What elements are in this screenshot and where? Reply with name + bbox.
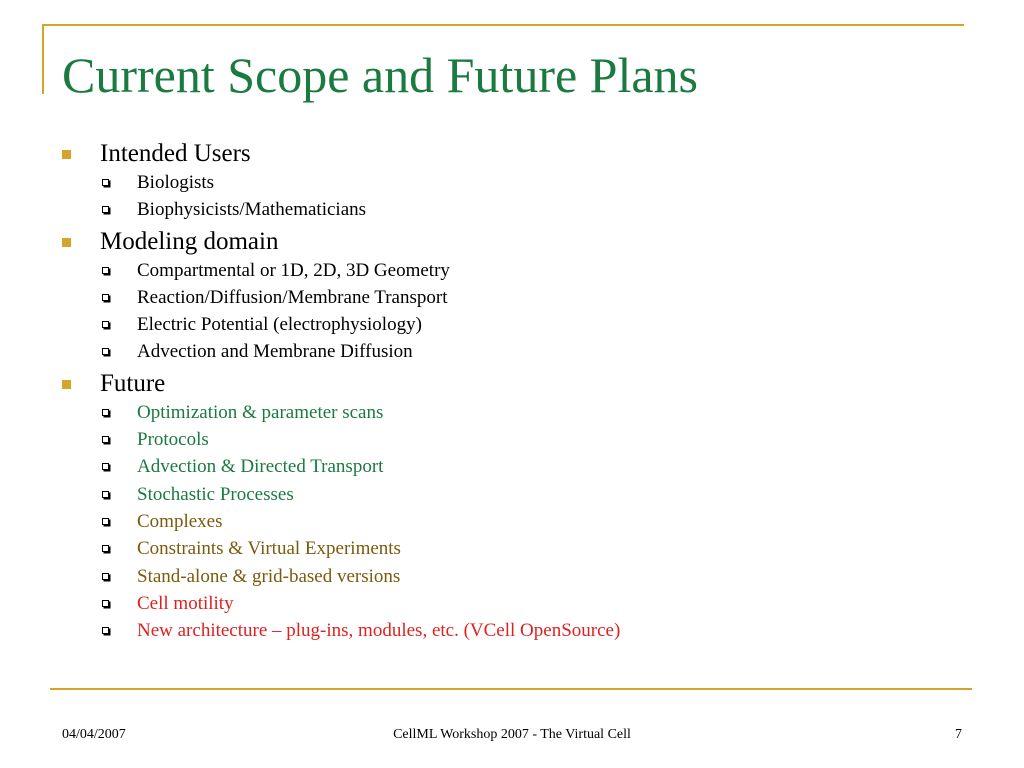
section-label: Future bbox=[100, 369, 166, 397]
list-item bbox=[62, 453, 962, 480]
hollow-square-bullet-icon bbox=[102, 348, 109, 355]
page-number: 7 bbox=[955, 727, 962, 742]
section-label: Modeling domain bbox=[100, 227, 279, 255]
section-future bbox=[62, 369, 962, 399]
square-bullet-icon bbox=[62, 150, 71, 159]
list-item-text: Protocols bbox=[137, 429, 209, 451]
hollow-square-bullet-icon bbox=[102, 491, 109, 498]
list-item bbox=[62, 426, 962, 453]
list-item bbox=[62, 257, 962, 284]
list-item bbox=[62, 169, 962, 196]
list-item bbox=[62, 196, 962, 223]
list-item-text: Optimization & parameter scans bbox=[137, 401, 384, 423]
list-item bbox=[62, 399, 962, 426]
list-item-text: Advection and Membrane Diffusion bbox=[137, 341, 413, 363]
section-label: Intended Users bbox=[100, 140, 251, 167]
list-item-text: Biophysicists/Mathematicians bbox=[137, 199, 367, 221]
list-item bbox=[62, 617, 962, 644]
list-item-text: Biologists bbox=[137, 172, 215, 193]
slide-title: Current Scope and Future Plans bbox=[62, 47, 699, 103]
frame-left-rule bbox=[42, 24, 44, 94]
footer-title: CellML Workshop 2007 - The Virtual Cell bbox=[393, 727, 631, 742]
list-item bbox=[62, 535, 962, 562]
list-item-text: Constraints & Virtual Experiments bbox=[137, 538, 401, 560]
list-item-text: Complexes bbox=[137, 510, 223, 532]
list-item bbox=[62, 338, 962, 365]
hollow-square-bullet-icon bbox=[102, 545, 109, 552]
square-bullet-icon bbox=[62, 238, 71, 247]
list-item bbox=[62, 311, 962, 338]
list-item-text: Compartmental or 1D, 2D, 3D Geometry bbox=[137, 259, 450, 281]
bullet-list bbox=[62, 139, 962, 644]
list-item-text: Reaction/Diffusion/Membrane Transport bbox=[137, 286, 448, 308]
list-item bbox=[62, 563, 962, 590]
hollow-square-bullet-icon bbox=[102, 409, 109, 416]
square-bullet-icon bbox=[62, 380, 71, 389]
list-item bbox=[62, 481, 962, 508]
hollow-square-bullet-icon bbox=[102, 463, 109, 470]
list-item-text: Advection & Directed Transport bbox=[137, 456, 384, 478]
list-item-text: Electric Potential (electrophysiology) bbox=[137, 314, 422, 336]
hollow-square-bullet-icon bbox=[102, 600, 109, 607]
hollow-square-bullet-icon bbox=[102, 206, 109, 213]
hollow-square-bullet-icon bbox=[102, 267, 109, 274]
list-item-text: Stochastic Processes bbox=[137, 483, 294, 505]
hollow-square-bullet-icon bbox=[102, 179, 109, 186]
footer-rule bbox=[50, 688, 972, 690]
hollow-square-bullet-icon bbox=[102, 436, 109, 443]
list-item-text: Cell motility bbox=[137, 592, 234, 614]
hollow-square-bullet-icon bbox=[102, 518, 109, 525]
hollow-square-bullet-icon bbox=[102, 573, 109, 580]
list-item bbox=[62, 508, 962, 535]
hollow-square-bullet-icon bbox=[102, 627, 109, 634]
section-modeling-domain bbox=[62, 227, 962, 257]
hollow-square-bullet-icon bbox=[102, 321, 109, 328]
footer-date: 04/04/2007 bbox=[62, 727, 126, 742]
frame-top-rule bbox=[42, 24, 964, 26]
hollow-square-bullet-icon bbox=[102, 294, 109, 301]
list-item bbox=[62, 590, 962, 617]
list-item-text: Stand-alone & grid-based versions bbox=[137, 565, 401, 587]
section-intended-users bbox=[62, 139, 962, 169]
list-item-text: New architecture – plug-ins, modules, etc. (VCell OpenSource) bbox=[137, 620, 621, 642]
list-item bbox=[62, 284, 962, 311]
